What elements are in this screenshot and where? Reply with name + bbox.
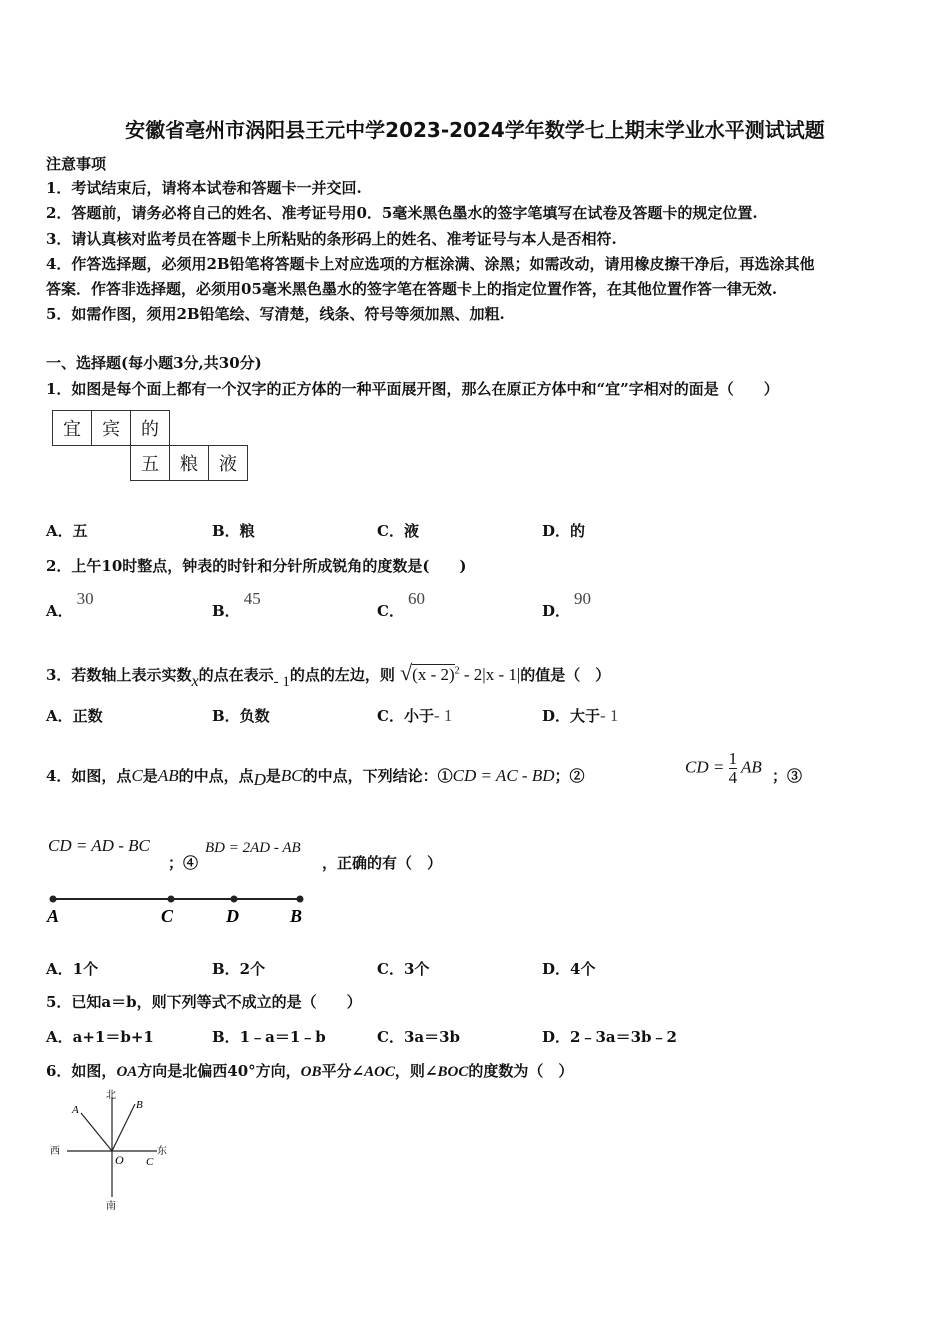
cube-net-figure xyxy=(52,410,248,481)
q3-option-b[interactable]: B．负数 xyxy=(212,707,270,725)
q4-option-a[interactable]: A．1个 xyxy=(46,960,99,978)
notice-heading: 注意事项 xyxy=(46,155,107,173)
net-face: 粮 xyxy=(170,446,209,481)
q1-stem: 1．如图是每个面上都有一个汉字的正方体的一种平面展开图，那么在原正方体中和“宜”字相对的面是（ ） xyxy=(46,380,779,398)
page-title: 安徽省亳州市涡阳县王元中学2023-2024学年数学七上期末学业水平测试试题 xyxy=(125,118,825,142)
ray-oa xyxy=(81,1113,112,1151)
net-face: 宾 xyxy=(92,411,131,446)
q4-conclusion-2: CD = $\frac{1}{4}$ AB xyxy=(685,749,762,787)
label-d: D xyxy=(226,906,239,926)
point-a xyxy=(50,896,57,903)
q2-option-a[interactable]: A．30 xyxy=(46,589,94,620)
q2-stem: 2．上午10时整点，钟表的时针和分针所成锐角的度数是( ) xyxy=(46,557,467,575)
q4-option-b[interactable]: B．2个 xyxy=(212,960,266,978)
point-d xyxy=(231,896,238,903)
label-b: B xyxy=(136,1099,143,1111)
point-b xyxy=(297,896,304,903)
dir-east: 东 xyxy=(157,1146,167,1157)
q5-option-a[interactable]: A．a+1＝b+1 xyxy=(46,1028,154,1046)
q3-option-d[interactable]: D．大于- 1 xyxy=(542,706,619,725)
q1-option-b[interactable]: B．粮 xyxy=(212,522,255,540)
q1-option-d[interactable]: D．的 xyxy=(542,522,586,540)
q3-option-c[interactable]: C．小于- 1 xyxy=(377,706,453,725)
net-face: 的 xyxy=(131,411,170,446)
notice-item: 答案．作答非选择题，必须用05毫米黑色墨水的签字笔在答题卡上的指定位置作答，在其他位置作答一律无效. xyxy=(46,280,778,298)
q1-option-c[interactable]: C．液 xyxy=(377,522,419,540)
notice-item: 5．如需作图，须用2B铅笔绘、写清楚，线条、符号等须加黑、加粗. xyxy=(46,305,505,323)
q2-option-c[interactable]: C．60 xyxy=(377,589,425,620)
q5-option-c[interactable]: C．3a＝3b xyxy=(377,1028,461,1046)
q4-stem-end: ，正确的有（ ） xyxy=(322,854,443,872)
label-c: C xyxy=(161,906,174,926)
q3-stem: 3．若数轴上表示实数x的点在表示- 1的点的左边，则 √(x - 2)$^2$ - 2|x - 1|的值是（ ） xyxy=(46,660,611,690)
q3-option-a[interactable]: A．正数 xyxy=(46,707,103,725)
label-a: A xyxy=(72,1104,79,1116)
q4-option-d[interactable]: D．4个 xyxy=(542,960,596,978)
dir-north: 北 xyxy=(106,1090,116,1101)
net-face: 液 xyxy=(209,446,248,481)
q3-expression: √(x - 2)$^2$ - 2|x - 1| xyxy=(400,660,521,685)
q4-conclusion-3: CD = AD - BC xyxy=(48,836,150,855)
direction-figure xyxy=(45,1085,180,1215)
q4-conclusion-4: BD = 2AD - AB xyxy=(205,840,301,856)
notice-item: 3．请认真核对监考员在答题卡上所粘贴的条形码上的姓名、准考证号与本人是否相符. xyxy=(46,230,617,248)
net-face: 宜 xyxy=(53,411,92,446)
segment-figure xyxy=(40,885,320,930)
q4-stem: 4．如图，点C是AB的中点，点D是BC的中点，下列结论：①CD = AC - BD；② xyxy=(46,766,585,789)
net-face: 五 xyxy=(131,446,170,481)
q4-sep3: ；③ xyxy=(772,767,803,785)
ray-ob xyxy=(112,1104,135,1151)
notice-item: 1．考试结束后，请将本试卷和答题卡一并交回. xyxy=(46,179,362,197)
dir-west: 西 xyxy=(50,1146,60,1157)
notice-item: 2．答题前，请务必将自己的姓名、准考证号用0．5毫米黑色墨水的签字笔填写在试卷及答题卡的规定位置. xyxy=(46,204,758,222)
q4-sep4: ；④ xyxy=(168,854,199,872)
section-heading: 一、选择题(每小题3分,共30分) xyxy=(46,354,262,372)
point-c xyxy=(168,896,175,903)
notice-item: 4．作答选择题，必须用2B铅笔将答题卡上对应选项的方框涂满、涂黑；如需改动，请用橡皮擦干净后，再选涂其他 xyxy=(46,255,815,273)
q4-option-c[interactable]: C．3个 xyxy=(377,960,430,978)
q2-option-b[interactable]: B．45 xyxy=(212,589,261,620)
q1-option-a[interactable]: A．五 xyxy=(46,522,88,540)
q5-option-b[interactable]: B．1﹣a＝1﹣b xyxy=(212,1028,326,1046)
dir-south: 南 xyxy=(106,1201,116,1212)
q2-option-d[interactable]: D．90 xyxy=(542,589,592,620)
q5-option-d[interactable]: D．2﹣3a＝3b﹣2 xyxy=(542,1028,677,1046)
label-b: B xyxy=(290,906,303,926)
label-a: A xyxy=(47,906,60,926)
label-c: C xyxy=(146,1156,154,1168)
label-o: O xyxy=(115,1153,124,1167)
q6-stem: 6．如图，OA方向是北偏西40°方向，OB平分∠AOC，则∠BOC的度数为（ ） xyxy=(46,1062,574,1080)
q5-stem: 5．已知a＝b，则下列等式不成立的是（ ） xyxy=(46,993,362,1011)
